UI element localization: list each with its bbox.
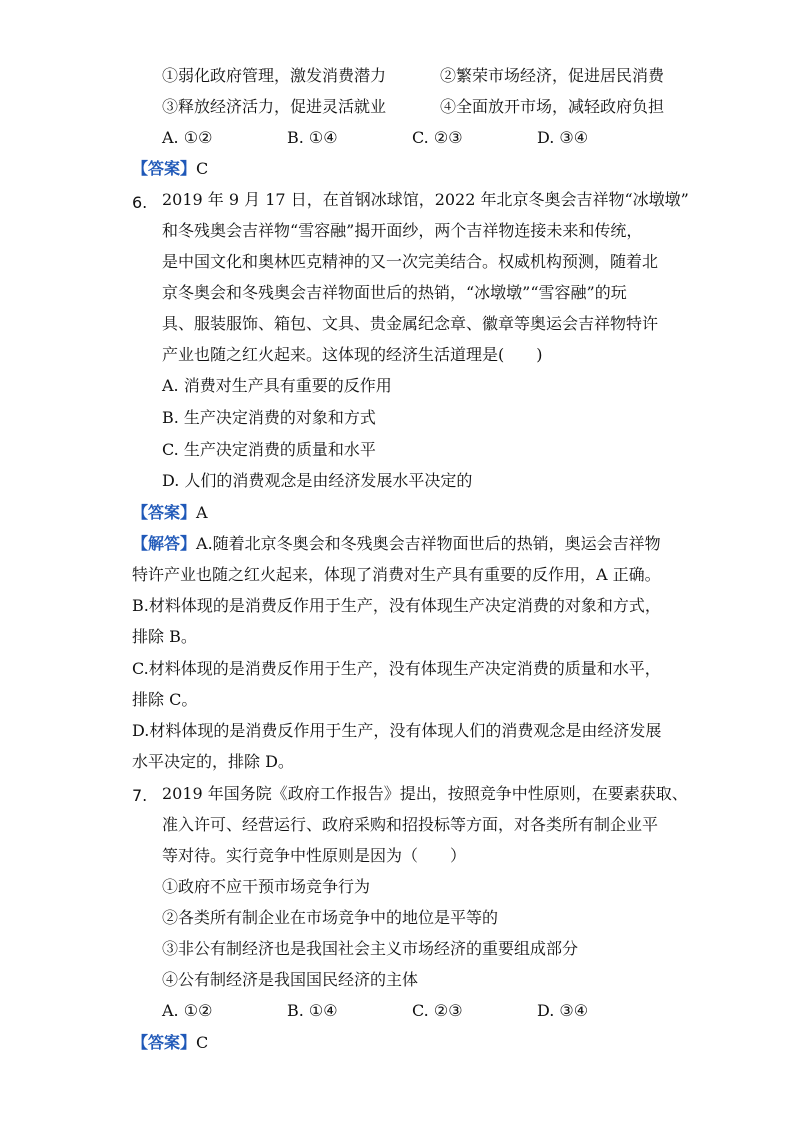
q7-statement-2: ②各类所有制企业在市场竞争中的地位是平等的 <box>162 908 499 927</box>
q6-analysis-line-4: 排除 B。 <box>132 627 197 646</box>
q7-choice-b: B. ①④ <box>287 1001 338 1020</box>
prev-choices <box>162 128 662 148</box>
q7-stem-line-2: 准入许可、经营运行、政府采购和招投标等方面，对各类所有制企业平 <box>162 815 659 834</box>
q6-stem-line-3: 是中国文化和奥林匹克精神的又一次完美结合。权威机构预测，随着北 <box>162 252 659 271</box>
q7-stem-line-1: 2019 年国务院《政府工作报告》提出，按照竞争中性原则，在要素获取、 <box>162 784 688 803</box>
prev-choice-b: B. ①④ <box>287 128 338 147</box>
q6-stem-line-2: 和冬残奥会吉祥物“雪容融”揭开面纱，两个吉祥物连接未来和传统， <box>162 221 643 240</box>
answer-value: C <box>196 1033 209 1052</box>
q7-choice-c: C. ②③ <box>412 1001 463 1020</box>
q6-number: 6. <box>132 193 148 212</box>
q7-choice-a: A. ①② <box>162 1001 213 1020</box>
q7-statement-3: ③非公有制经济也是我国社会主义市场经济的重要组成部分 <box>162 939 579 958</box>
q6-analysis-line-6: 排除 C。 <box>132 690 198 709</box>
q7-number: 7. <box>132 786 148 805</box>
answer-value: C <box>196 159 209 178</box>
prev-option-2: ②繁荣市场经济，促进居民消费 <box>440 66 665 85</box>
q6-answer-line <box>132 503 208 523</box>
analysis-tag: 【解答】 <box>132 534 197 553</box>
q6-option-d: D. 人们的消费观念是由经济发展水平决定的 <box>162 471 473 490</box>
q6-stem-line-6: 产业也随之红火起来。这体现的经济生活道理是( ) <box>162 345 543 364</box>
q6-option-c: C. 生产决定消费的质量和水平 <box>162 440 376 459</box>
q7-stem-line-3: 等对待。实行竞争中性原则是因为（ ） <box>162 846 467 865</box>
answer-tag: 【答案】 <box>132 503 197 522</box>
q6-analysis-line-3: B.材料体现的是消费反作用于生产，没有体现生产决定消费的对象和方式， <box>132 596 661 615</box>
analysis-text: A.随着北京冬奥会和冬残奥会吉祥物面世后的热销，奥运会吉祥物 <box>196 534 661 553</box>
q6-analysis-line-2: 特许产业也随之红火起来，体现了消费对生产具有重要的反作用，A 正确。 <box>132 565 661 584</box>
q6-analysis-line-1 <box>132 534 661 554</box>
q6-stem-line-1: 2019 年 9 月 17 日，在首钢冰球馆，2022 年北京冬奥会吉祥物“冰墩墩” <box>162 190 689 209</box>
answer-value: A <box>196 503 208 522</box>
prev-choice-c: C. ②③ <box>412 128 463 147</box>
q7-answer-line <box>132 1033 208 1053</box>
prev-choice-d: D. ③④ <box>537 128 589 147</box>
q6-stem-line-4: 京冬奥会和冬残奥会吉祥物面世后的热销，“冰墩墩”“雪容融”的玩 <box>162 283 627 302</box>
q6-analysis-line-7: D.材料体现的是消费反作用于生产，没有体现人们的消费观念是由经济发展 <box>132 721 662 740</box>
q7-statement-1: ①政府不应干预市场竞争行为 <box>162 877 371 896</box>
prev-option-1: ①弱化政府管理，激发消费潜力 <box>162 66 387 85</box>
q7-choices <box>162 1001 662 1021</box>
q7-choice-d: D. ③④ <box>537 1001 589 1020</box>
answer-tag: 【答案】 <box>132 1033 197 1052</box>
q6-analysis-line-5: C.材料体现的是消费反作用于生产，没有体现生产决定消费的质量和水平， <box>132 659 661 678</box>
prev-option-3: ③释放经济活力，促进灵活就业 <box>162 97 387 116</box>
q6-option-b: B. 生产决定消费的对象和方式 <box>162 408 376 427</box>
prev-choice-a: A. ①② <box>162 128 213 147</box>
prev-option-4: ④全面放开市场，减轻政府负担 <box>440 97 665 116</box>
answer-tag: 【答案】 <box>132 159 197 178</box>
prev-answer-line <box>132 159 208 179</box>
q6-analysis-line-8: 水平决定的，排除 D。 <box>132 752 294 771</box>
q6-stem-line-5: 具、服装服饰、箱包、文具、贵金属纪念章、徽章等奥运会吉祥物特许 <box>162 314 659 333</box>
q6-option-a: A. 消费对生产具有重要的反作用 <box>162 376 392 395</box>
q7-statement-4: ④公有制经济是我国国民经济的主体 <box>162 970 419 989</box>
